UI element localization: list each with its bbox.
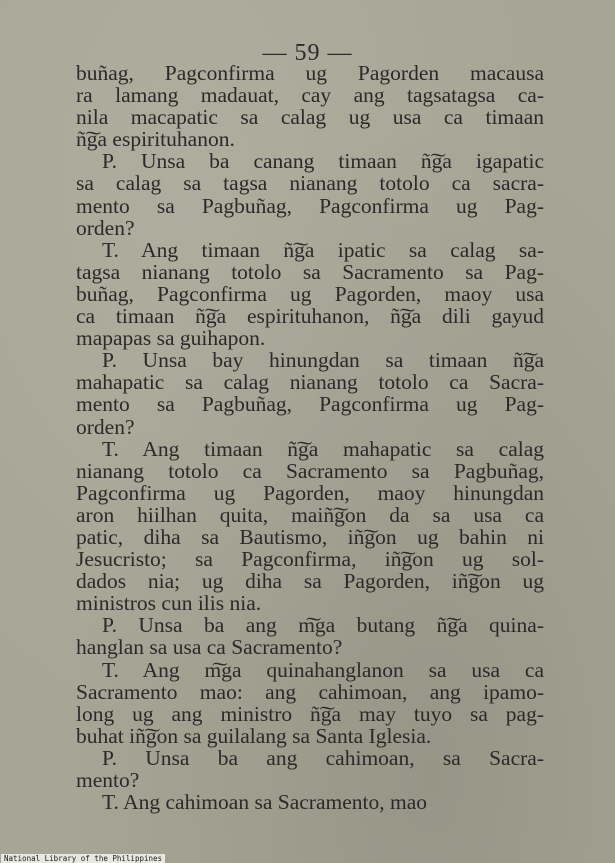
body-text xyxy=(76,62,544,813)
text-line: mapapas sa guihapon. xyxy=(76,326,266,351)
text-line: T. Ang cahimoan sa Sacramento, mao xyxy=(102,790,427,815)
text-line: mento? xyxy=(76,768,140,792)
text-line: P. Unsa ba ang cahimoan, sa Sacra- xyxy=(102,745,544,770)
text-line: mento sa Pagbuñag, Pagconfirma ug Pag- xyxy=(76,193,544,218)
text-line: buñag, Pagconfirma ug Pagorden macausa xyxy=(76,61,544,85)
text-line: orden? xyxy=(76,414,135,439)
text-line: sa calag sa tagsa nianang totolo ca sacra- xyxy=(76,171,544,196)
text-line: ca timaan ñ͠ga espirituhanon, ñ͠ga dili gayud xyxy=(76,304,544,329)
text-line: Sacramento mao: ang cahimoan, ang ipamo- xyxy=(76,679,544,704)
text-line: patic, diha sa Bautismo, iñ͠gon ug bahin ni xyxy=(76,524,544,549)
text-line: aron hiilhan quita, maiñ͠gon da sa usa ca xyxy=(76,502,544,527)
text-line: buñag, Pagconfirma ug Pagorden, maoy usa xyxy=(76,281,544,306)
text-line: nianang totolo ca Sacramento sa Pagbuñag, xyxy=(76,458,544,483)
text-line: P. Unsa ba canang timaan ñ͠ga igapatic xyxy=(102,149,544,174)
text-line: mahapatic sa calag nianang totolo ca Sacra- xyxy=(76,370,544,395)
text-line: hanglan sa usa ca Sacramento? xyxy=(76,635,343,660)
text-line: nila macapatic sa calag ug usa ca timaan xyxy=(76,105,544,130)
text-line: ñ͠ga espirituhanon. xyxy=(76,127,235,152)
text-line: dados nia; ug diha sa Pagorden, iñ͠gon ug xyxy=(76,569,544,594)
text-line: T. Ang timaan ñ͠ga mahapatic sa calag xyxy=(102,436,544,461)
text-line: tagsa nianang totolo sa Sacramento sa Pag- xyxy=(76,259,544,284)
text-line: Jesucristo; sa Pagconfirma, iñ͠gon ug sol- xyxy=(76,547,544,572)
text-line: mento sa Pagbuñag, Pagconfirma ug Pag- xyxy=(76,392,544,417)
text-line: ministros cun ilis nia. xyxy=(76,591,262,616)
page-number: — 59 — xyxy=(262,40,353,66)
text-line: ra lamang madauat, cay ang tagsatagsa ca- xyxy=(76,83,544,108)
text-line: Pagconfirma ug Pagorden, maoy hinungdan xyxy=(76,480,544,505)
text-line: orden? xyxy=(76,215,135,240)
text-line: long ug ang ministro ñ͠ga may tuyo sa pag- xyxy=(76,701,544,726)
library-credit: National Library of the Philippines xyxy=(1,854,165,863)
text-line: P. Unsa ba ang m͠ga butang ñ͠ga quina- xyxy=(102,613,544,638)
text-line: buhat iñ͠gon sa guilalang sa Santa Iglesia. xyxy=(76,723,432,748)
text-line: T. Ang m͠ga quinahanglanon sa usa ca xyxy=(102,657,544,682)
text-line: T. Ang timaan ñ͠ga ipatic sa calag sa- xyxy=(102,237,544,262)
text-line: P. Unsa bay hinungdan sa timaan ñ͠ga xyxy=(102,348,544,373)
